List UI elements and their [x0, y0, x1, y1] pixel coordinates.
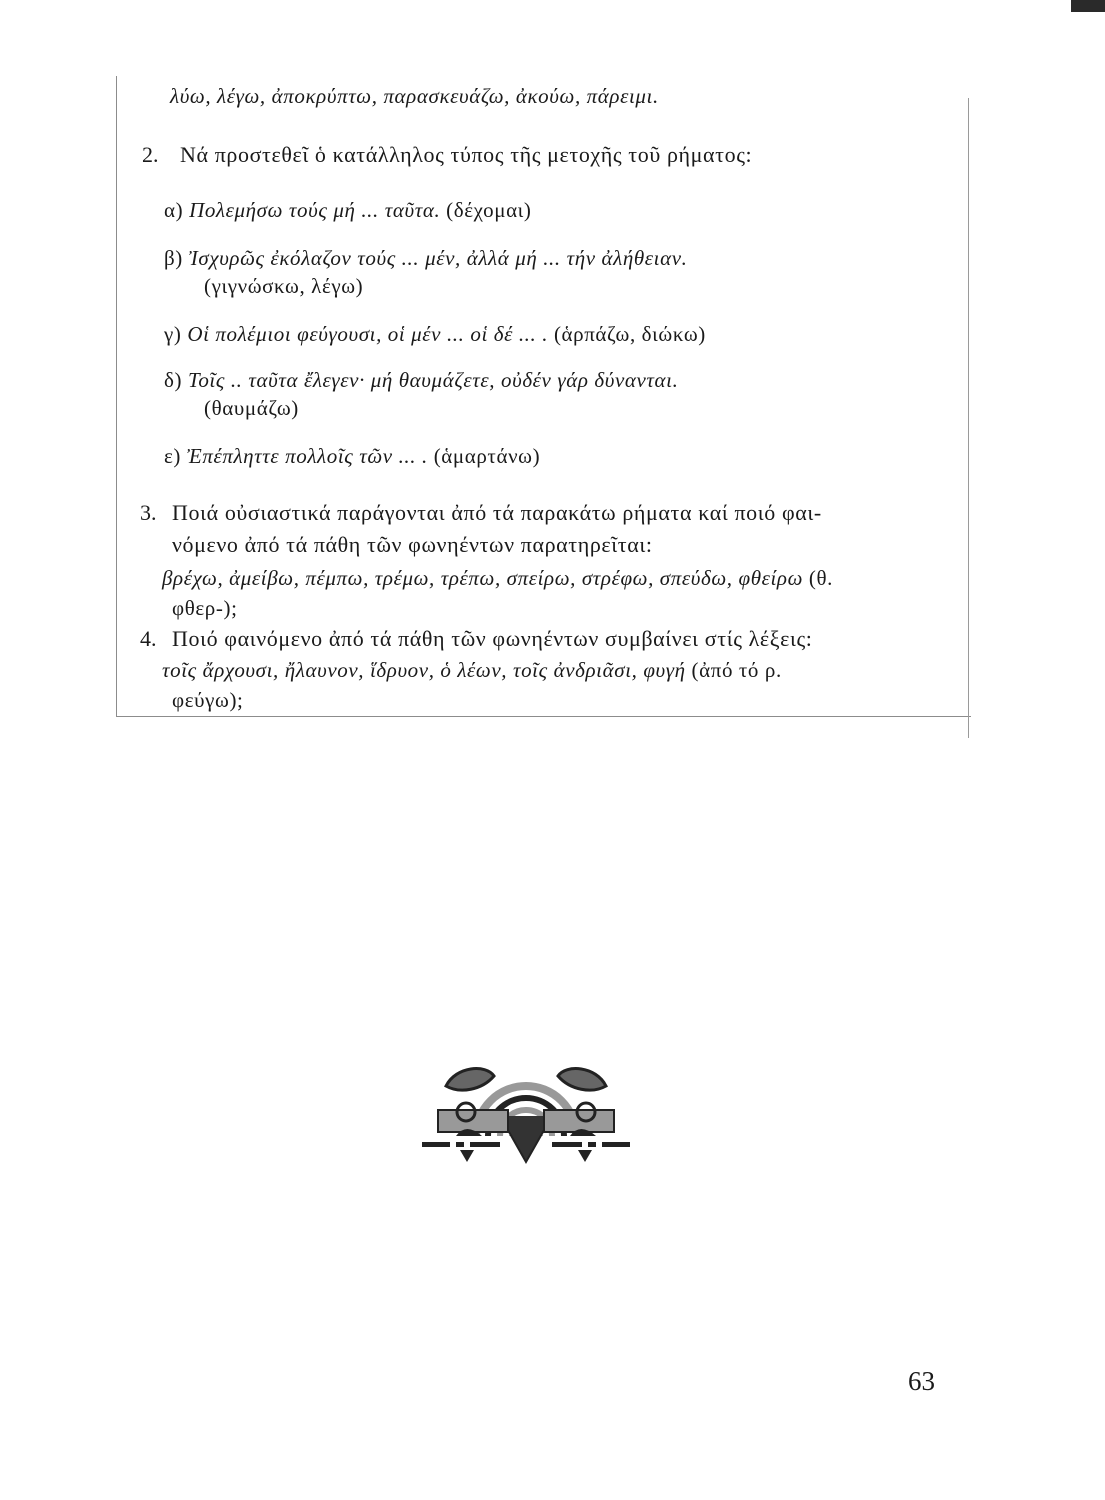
- item-label: γ): [164, 322, 182, 346]
- item-sentence: Πολεμήσω τούς μή ... ταῦτα.: [189, 198, 441, 222]
- exercise-3-line-2: νόμενο ἀπό τά πάθη τῶν φωνηέντων παρατηρεῖται:: [172, 532, 653, 557]
- decorative-ornament: [416, 1046, 636, 1174]
- intro-verbs-line: λύω, λέγω, ἀποκρύπτω, παρασκευάζω, ἀκούω, πάρειμι.: [170, 84, 659, 108]
- box-right-border: [968, 98, 969, 738]
- verb-list-tail: (θ.: [808, 566, 834, 590]
- exercise-4-line-3: φεύγω);: [172, 688, 244, 712]
- item-verb: (ἁρπάζω, διώκω): [553, 322, 706, 346]
- exercise-2-item-b: [164, 246, 687, 271]
- exercise-2-item-d-verb: (θαυμάζω): [204, 396, 299, 420]
- item-sentence: Ἐπέπληττε πολλοῖς τῶν ... .: [186, 444, 428, 468]
- page-number: 63: [908, 1366, 935, 1396]
- item-label: α): [164, 198, 184, 222]
- item-sentence: Οἱ πολέμιοι φεύγουσι, οἱ μέν ... οἱ δέ ... .: [187, 322, 549, 346]
- exercise-2-item-c: [164, 322, 706, 347]
- verb-list: βρέχω, ἀμείβω, πέμπω, τρέμω, τρέπω, σπείρω, στρέφω, σπεύδω, φθείρω: [162, 566, 804, 590]
- exercise-3-line-4: φθερ-);: [172, 596, 238, 620]
- item-label: ε): [164, 444, 182, 468]
- exercise-2-number: 2.: [142, 142, 159, 167]
- exercise-3-number: 3.: [140, 500, 157, 525]
- word-list: τοῖς ἄρχουσι, ἤλαυνον, ἵδρυον, ὁ λέων, τοῖς ἀνδριᾶσι, φυγή: [162, 658, 686, 682]
- exercise-3-verbs-line: [162, 566, 833, 591]
- item-verb: (ἁμαρτάνω): [433, 444, 541, 468]
- exercise-3-line-1: Ποιά οὐσιαστικά παράγονται ἀπό τά παρακάτω ρήματα καί ποιό φαι-: [172, 500, 822, 525]
- exercise-2-item-a: [164, 198, 532, 223]
- item-verb: (δέχομαι): [446, 198, 532, 222]
- word-list-tail: (ἀπό τό ρ.: [691, 658, 782, 682]
- exercise-2-item-e: [164, 444, 540, 469]
- exercise-4-line-1: Ποιό φαινόμενο ἀπό τά πάθη τῶν φωνηέντων συμβαίνει στίς λέξεις:: [172, 626, 813, 651]
- exercise-4-number: 4.: [140, 626, 157, 651]
- item-label: β): [164, 246, 183, 270]
- item-sentence: Ἰσχυρῶς ἐκόλαζον τούς ... μέν, ἀλλά μή ... τήν ἀλήθειαν.: [188, 246, 688, 270]
- exercise-4-words-line: [162, 658, 782, 683]
- scan-corner-mark: [1071, 0, 1105, 12]
- item-sentence: Τοῖς .. ταῦτα ἔλεγεν· μή θαυμάζετε, οὐδέν γάρ δύνανται.: [187, 368, 679, 392]
- exercise-2-item-b-verb: (γιγνώσκω, λέγω): [204, 274, 364, 298]
- exercise-2-prompt: Νά προστεθεῖ ὁ κατάλληλος τύπος τῆς μετοχῆς τοῦ ρήματος:: [180, 142, 753, 167]
- item-label: δ): [164, 368, 183, 392]
- exercise-2-item-d: [164, 368, 678, 393]
